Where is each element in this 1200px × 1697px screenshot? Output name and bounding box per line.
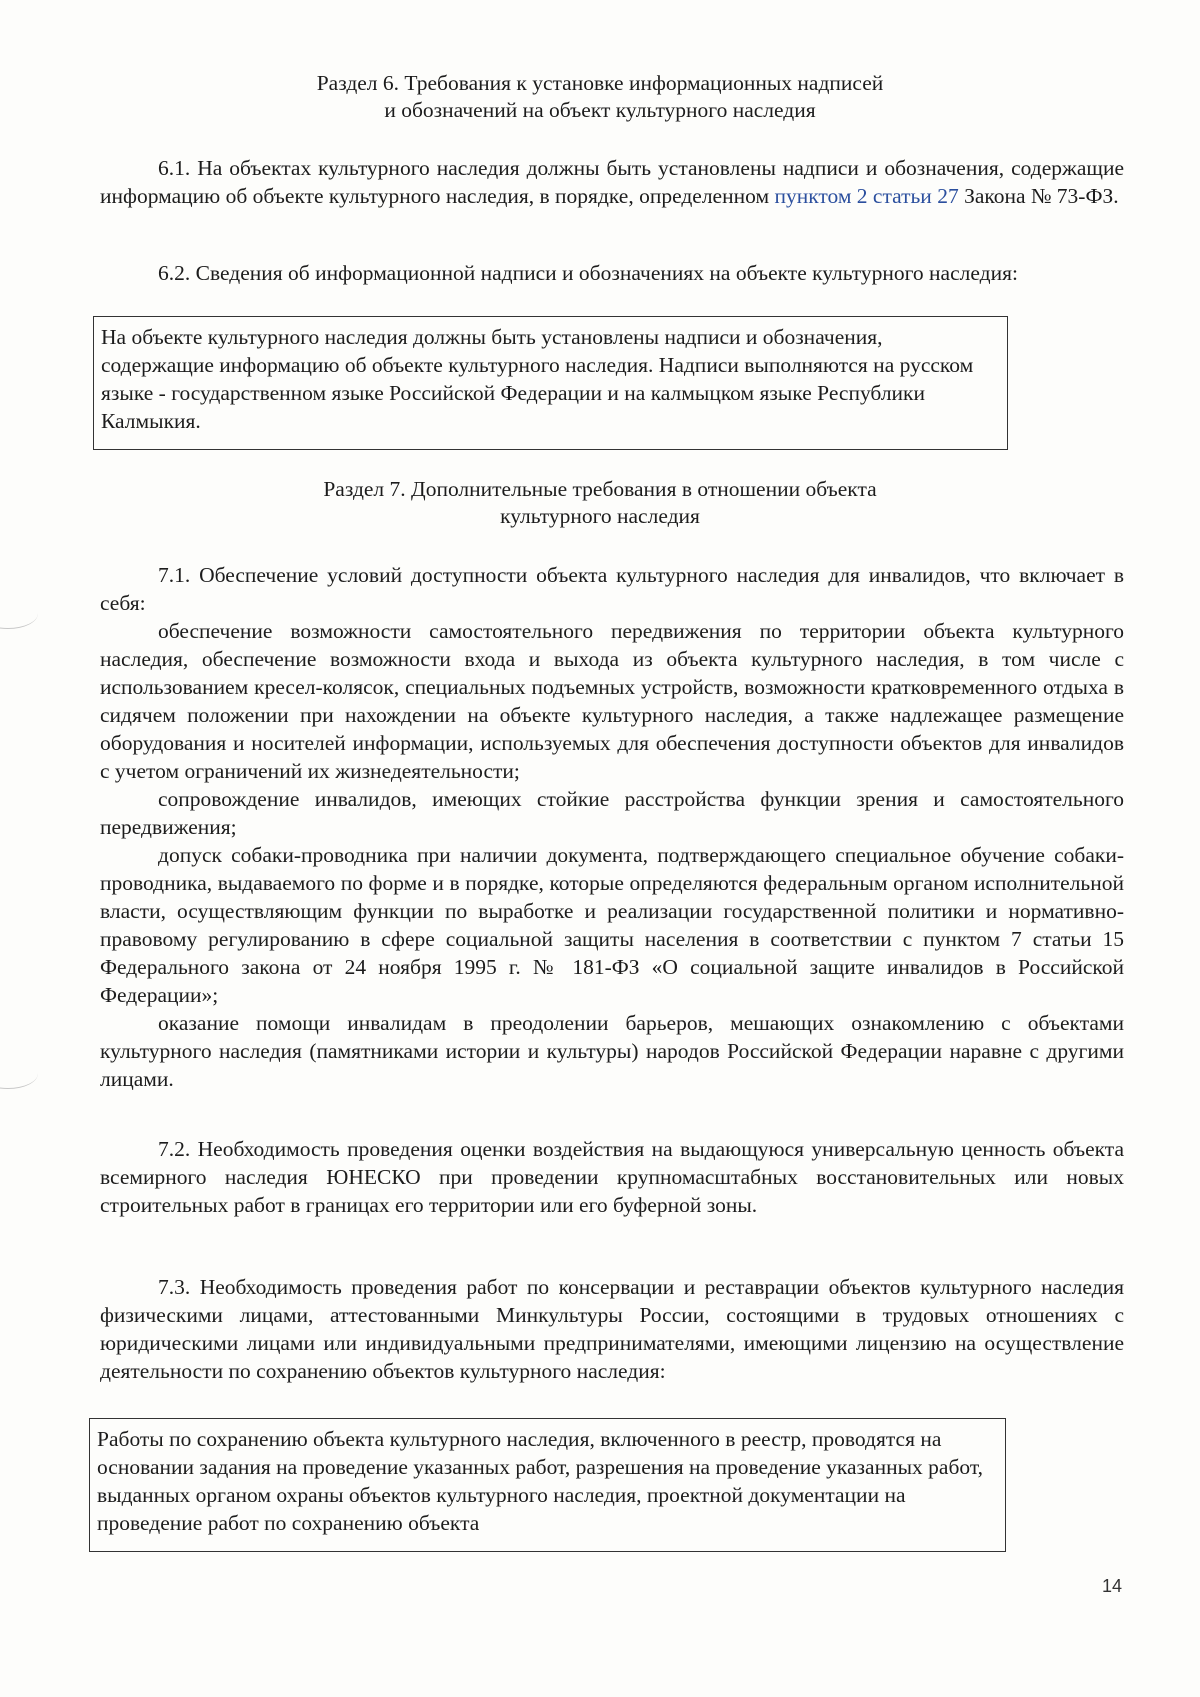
list-item-guide-dog: допуск собаки-проводника при наличии документа, подтверждающего специальное обучение собаки-проводника, выдаваемого по форме и в порядке, которые определяются федеральным органом исполнительной власти, осуществляющим функции по выработке и реализации государственной политики и нормативно-правовому регулированию в сфере социальной защиты населения в соответствии с пунктом 7 статьи 15 Федерального закона от 24 ноября 1995 г. № 181-ФЗ «О социальной защите инвалидов в Российской Федерации»; (100, 843, 1124, 1007)
list-item-escort: сопровождение инвалидов, имеющих стойкие расстройства функции зрения и самостоятельного передвижения; (100, 787, 1124, 839)
list-item-accessibility: обеспечение возможности самостоятельного передвижения по территории объекта культурного наследия, обеспечение возможности входа и выхода из объекта культурного наследия, в том числе с использованием кресел-колясок, специальных подъемных устройств, возможности кратковременного отдыха в сидячем положении при нахождении на объекте культурного наследия, а также надлежащее размещение оборудования и носителей информации, используемых для обеспечения доступности объектов для инвалидов с учетом ограничений их жизнедеятельности; (100, 619, 1124, 783)
paragraph-7-1 (100, 561, 1124, 1093)
section-7-title-line-2: культурного наследия (500, 504, 700, 528)
article-link[interactable]: пунктом 2 статьи 27 (774, 184, 959, 208)
list-item-barrier-help: оказание помощи инвалидам в преодолении барьеров, мешающих ознакомлению с объектами культурного наследия (памятниками истории и культуры) народов Российской Федерации наравне с другими лицами. (100, 1011, 1124, 1091)
section-6-title-line-1: Раздел 6. Требования к установке информационных надписей (316, 71, 884, 95)
section-6-heading (0, 70, 1200, 124)
paragraph-6-1 (100, 154, 1124, 210)
punch-hole-shadow (0, 598, 38, 629)
restoration-works-box (89, 1418, 1006, 1552)
inscription-info-text: На объекте культурного наследия должны быть установлены надписи и обозначения, содержащие информацию об объекте культурного наследия. Надписи выполняются на русском языке - государственном языке Российской Федерации и на калмыцком языке Республики Калмыкия. (101, 325, 974, 433)
paragraph-7-3-text: 7.3. Необходимость проведения работ по консервации и реставрации объектов культурного наследия физическими лицами, аттестованными Минкультуры России, состоящими в трудовых отношениях с юридическими лицами или индивидуальными предпринимателями, имеющими лицензию на осуществление деятельности по сохранению объектов культурного наследия: (100, 1275, 1124, 1383)
page-number: 14 (1102, 1576, 1123, 1596)
inscription-info-box (93, 316, 1008, 450)
paragraph-7-3 (100, 1273, 1124, 1385)
paragraph-6-2-text: 6.2. Сведения об информационной надписи и обозначениях на объекте культурного наследия: (158, 261, 1018, 285)
punch-hole-shadow (0, 1058, 38, 1089)
restoration-works-text: Работы по сохранению объекта культурного наследия, включенного в реестр, проводятся на основании задания на проведение указанных работ, разрешения на проведение указанных работ, выданных органом охраны объектов культурного наследия, проектной документации на проведение работ по сохранению объекта (97, 1427, 984, 1535)
paragraph-6-1-text: 6.1. На объектах культурного наследия должны быть установлены надписи и обозначения, содержащие информацию об объекте культурного наследия, в порядке, определенном (100, 156, 1124, 208)
paragraph-7-2-text: 7.2. Необходимость проведения оценки воздействия на выдающуюся универсальную ценность объекта всемирного наследия ЮНЕСКО при проведении крупномасштабных восстановительных или новых строительных работ в границах его территории или его буферной зоны. (100, 1137, 1124, 1217)
section-7-title-line-1: Раздел 7. Дополнительные требования в отношении объекта (323, 477, 877, 501)
paragraph-6-1-tail: Закона № 73-ФЗ. (958, 184, 1119, 208)
section-6-title-line-2: и обозначений на объект культурного наследия (384, 98, 816, 122)
paragraph-7-1-intro: 7.1. Обеспечение условий доступности объекта культурного наследия для инвалидов, что включает в себя: (100, 563, 1124, 615)
section-7-heading (0, 476, 1200, 530)
paragraph-7-2 (100, 1135, 1124, 1219)
paragraph-6-2 (100, 259, 1124, 287)
